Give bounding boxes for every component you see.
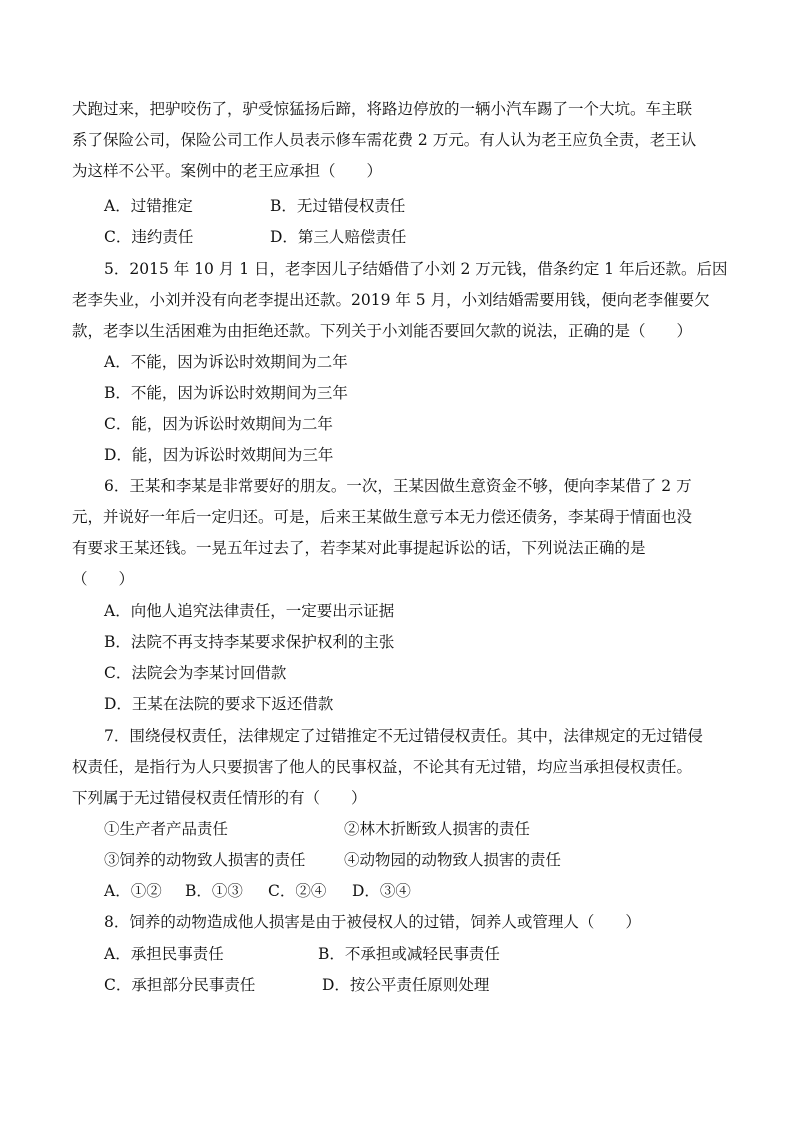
q5-line-2: 老李失业，小刘并没有向老李提出还款。2019 年 5 月，小刘结婚需要用钱，便向老李催要欠 [72,291,710,309]
q8-option-d[interactable]: D．按公平责任原则处理 [322,976,490,994]
q4-option-c[interactable]: C．违约责任 [104,228,194,246]
q7-line-2: 权责任，是指行为人只要损害了他人的民事权益，不论其有无过错，均应当承担侵权责任。 [72,758,693,776]
q5-option-c[interactable]: C．能，因为诉讼时效期间为二年 [104,415,333,433]
q8-line-1: 8．饲养的动物造成他人损害是由于被侵权人的过错，饲养人或管理人（ ） [104,913,641,931]
q4-option-a[interactable]: A．过错推定 [104,197,193,215]
q5-line-1: 5．2015 年 10 月 1 日，老李因儿子结婚借了小刘 2 万元钱，借条约定 1 年后还款。后因 [104,260,728,278]
q8-option-a[interactable]: A．承担民事责任 [104,945,224,963]
q7-option-a[interactable]: A．①② [104,882,162,900]
q7-item-4: ④动物园的动物致人损害的责任 [344,851,562,869]
q6-line-2: 元，并说好一年后一定归还。可是，后来王某做生意亏本无力偿还债务，李某碍于情面也没 [72,508,693,526]
q6-option-c[interactable]: C．法院会为李某讨回借款 [104,664,287,682]
q5-option-b[interactable]: B．不能，因为诉讼时效期间为三年 [104,384,348,402]
q7-item-2: ②林木折断致人损害的责任 [344,820,531,838]
q4-line-1: 犬跑过来，把驴咬伤了，驴受惊猛扬后蹄，将路边停放的一辆小汽车踢了一个大坑。车主联 [72,100,693,118]
q6-option-a[interactable]: A．向他人追究法律责任，一定要出示证据 [104,602,395,620]
q7-item-1: ①生产者产品责任 [104,820,229,838]
q4-option-b[interactable]: B．无过错侵权责任 [270,197,406,215]
q6-line-4: （ ） [72,570,135,588]
q7-option-b[interactable]: B．①③ [185,882,243,900]
q8-option-b[interactable]: B．不承担或减轻民事责任 [318,945,500,963]
q7-option-d[interactable]: D．③④ [352,882,411,900]
q7-item-3: ③饲养的动物致人损害的责任 [104,851,306,869]
q6-line-1: 6．王某和李某是非常要好的朋友。一次，王某因做生意资金不够，便向李某借了 2 万 [104,477,692,495]
q7-option-c[interactable]: C．②④ [268,882,327,900]
q4-line-2: 系了保险公司，保险公司工作人员表示修车需花费 2 万元。有人认为老王应负全责，老王认 [72,131,697,149]
q6-option-b[interactable]: B．法院不再支持李某要求保护权利的主张 [104,633,395,651]
q7-line-3: 下列属于无过错侵权责任情形的有（ ） [72,789,367,807]
q5-option-a[interactable]: A．不能，因为诉讼时效期间为二年 [104,353,348,371]
q4-line-3: 为这样不公平。案例中的老王应承担（ ） [72,162,383,180]
q7-line-1: 7．围绕侵权责任，法律规定了过错推定不无过错侵权责任。其中，法律规定的无过错侵 [104,727,703,745]
q5-option-d[interactable]: D．能，因为诉讼时效期间为三年 [104,446,334,464]
q4-option-d[interactable]: D．第三人赔偿责任 [270,228,407,246]
q8-option-c[interactable]: C．承担部分民事责任 [104,976,256,994]
q5-line-3: 款，老李以生活困难为由拒绝还款。下列关于小刘能否要回欠款的说法，正确的是（ ） [72,322,693,340]
q6-option-d[interactable]: D．王某在法院的要求下返还借款 [104,695,334,713]
q6-line-3: 有要求王某还钱。一晃五年过去了，若李某对此事提起诉讼的话，下列说法正确的是 [72,539,646,557]
